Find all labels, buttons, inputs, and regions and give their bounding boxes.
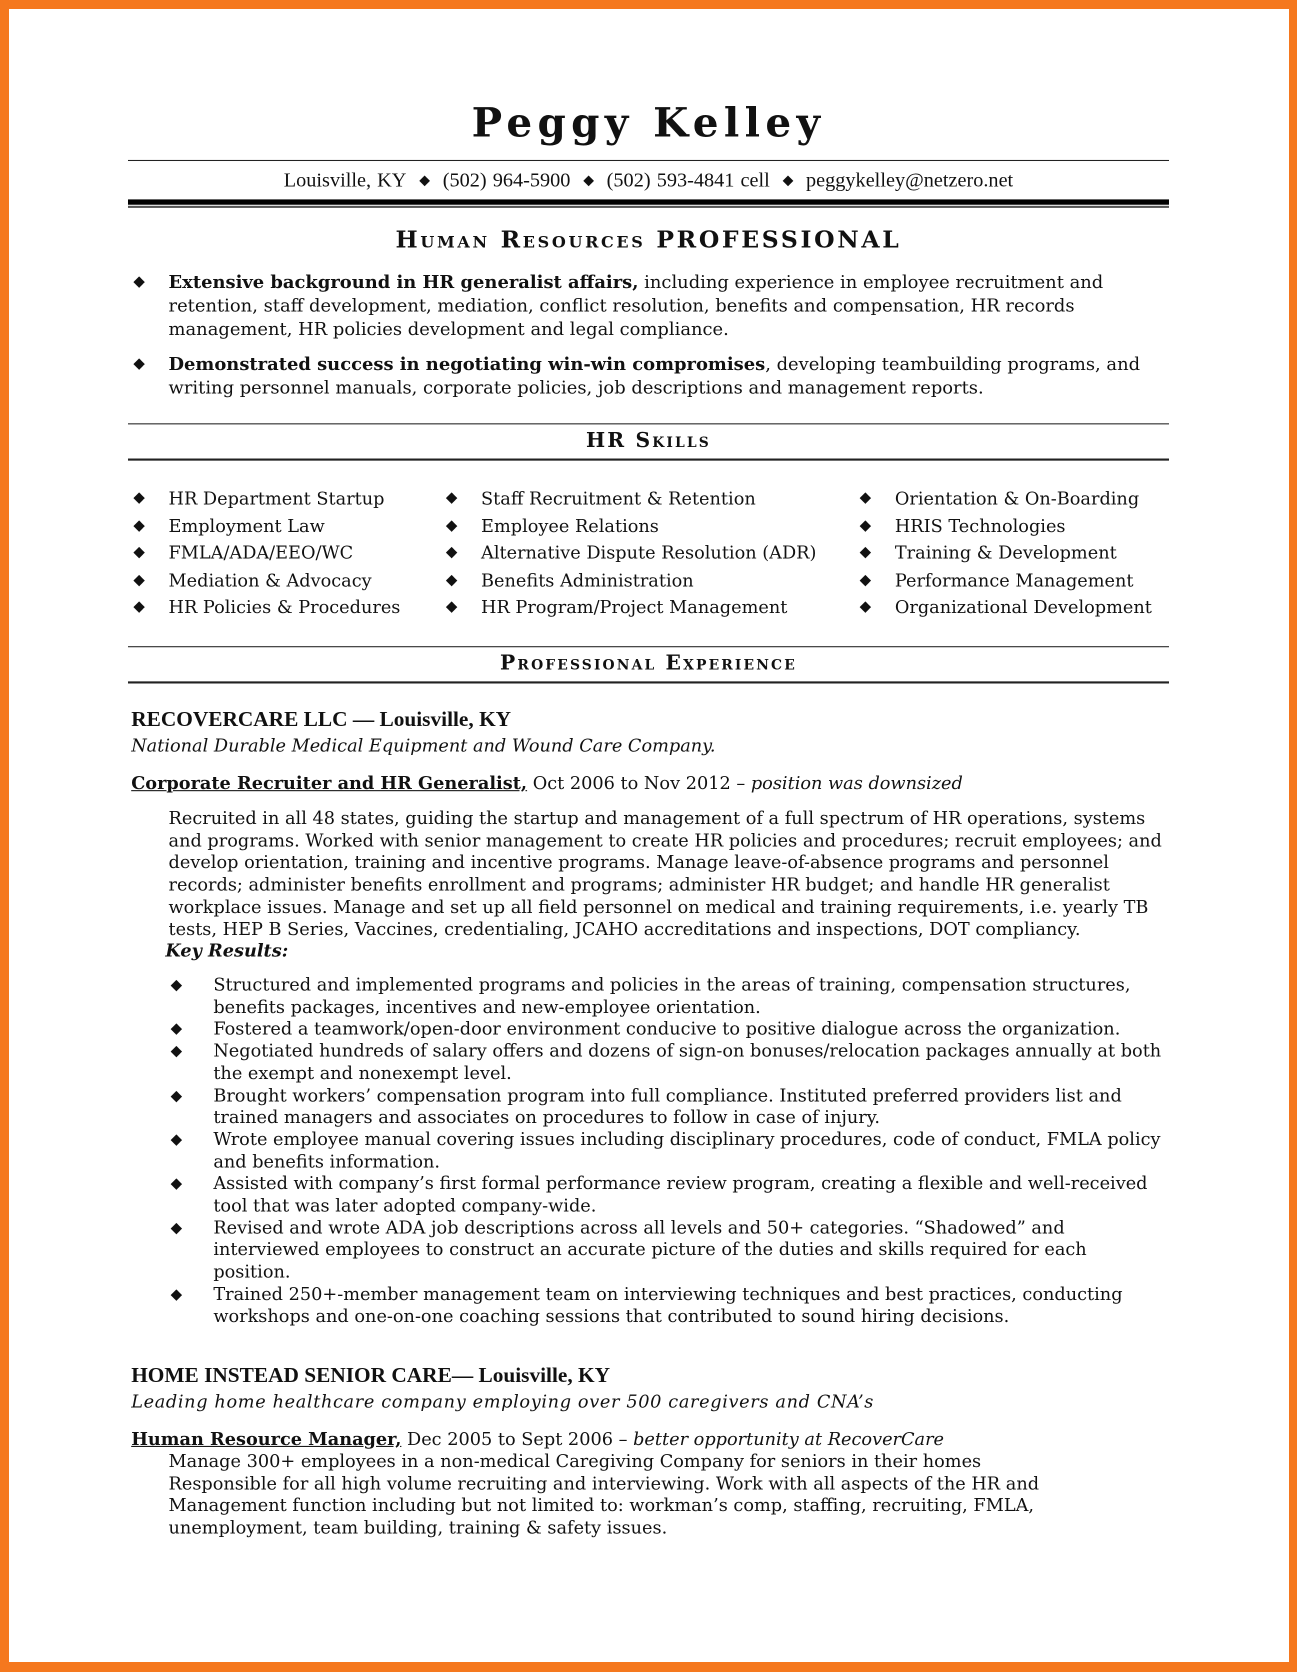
job-summary-line: Responsible for all high volume recruiting and interviewing. Work with all aspects of the HR and Management function including but not limited to: workman’s comp, staffing, recruiting, FMLA, unemployment, team building, training & safety issues.: [168, 1473, 1040, 1538]
diamond-bullet-icon: ◆: [170, 1285, 183, 1303]
skill-item: [860, 540, 1152, 567]
key-result-item: [171, 1019, 1163, 1041]
diamond-bullet-icon: ◆: [859, 544, 872, 562]
diamond-bullet-icon: ◆: [133, 544, 145, 562]
divider: [128, 681, 1169, 683]
summary-bold: Extensive background in HR generalist affairs,: [168, 270, 639, 293]
summary-list: [133, 270, 1157, 411]
phone: (502) 964-5900: [442, 169, 571, 192]
diamond-bullet-icon: ◆: [133, 355, 145, 373]
summary-bold: Demonstrated success in negotiating win-win compromises: [168, 352, 766, 375]
skill-label: Employee Relations: [481, 515, 659, 536]
key-result-text: Revised and wrote ADA job descriptions across all levels and 50+ categories. “Shadowed” and interviewed employees to construct an accurate picture of the duties and skills required for each position.: [213, 1217, 1087, 1282]
summary-text: , developing teambuilding programs, and writing personnel manuals, corporate policies, job descriptions and management reports.: [168, 352, 1141, 398]
job-title: Corporate Recruiter and HR Generalist,: [131, 772, 528, 794]
key-result-text: Brought workers’ compensation program into full compliance. Instituted preferred providers list and trained managers and associates on procedures to follow in case of injury.: [213, 1084, 1122, 1128]
skill-label: Training & Development: [894, 542, 1117, 564]
diamond-icon: ◆: [583, 171, 594, 188]
skill-label: Orientation & On-Boarding: [894, 488, 1140, 509]
divider: [128, 423, 1169, 424]
skill-item: [133, 485, 446, 512]
skill-item: [133, 567, 446, 594]
skill-item: [446, 540, 860, 567]
key-result-item: [171, 1217, 1163, 1283]
skill-label: HR Policies & Procedures: [168, 597, 401, 618]
divider: [128, 646, 1169, 647]
diamond-bullet-icon: ◆: [170, 1020, 183, 1038]
key-result-item: [171, 1085, 1163, 1129]
diamond-bullet-icon: ◆: [445, 598, 458, 616]
job-summary-line: Manage 300+ employees in a non-medical Caregiving Company for seniors in their homes: [168, 1451, 982, 1472]
key-result-item: [171, 1129, 1163, 1173]
headline: Human Resources PROFESSIONAL: [395, 226, 902, 254]
divider: [128, 160, 1169, 161]
diamond-bullet-icon: ◆: [445, 489, 458, 507]
skills-grid: [133, 485, 1178, 621]
skills-column: [446, 485, 860, 621]
company-description: National Durable Medical Equipment and Wound Care Company.: [131, 735, 716, 757]
skill-label: Employment Law: [168, 515, 325, 536]
skill-label: Performance Management: [894, 570, 1134, 591]
diamond-bullet-icon: ◆: [445, 544, 458, 562]
contact-line: [0, 170, 1297, 193]
diamond-bullet-icon: ◆: [170, 1042, 183, 1061]
diamond-bullet-icon: ◆: [170, 976, 183, 994]
skill-label: Organizational Development: [894, 597, 1152, 618]
job-dates: Dec 2005 to Sept 2006 –: [401, 1428, 634, 1450]
skill-label: Alternative Dispute Resolution (ADR): [481, 542, 817, 564]
job-note: position was downsized: [750, 773, 963, 794]
diamond-bullet-icon: ◆: [133, 571, 145, 589]
summary-item: [133, 270, 1157, 340]
skill-item: [860, 594, 1152, 621]
divider: [128, 206, 1169, 208]
thick-divider: [128, 199, 1169, 204]
job-dates: Oct 2006 to Nov 2012 –: [527, 773, 751, 794]
diamond-bullet-icon: ◆: [170, 1131, 183, 1149]
diamond-bullet-icon: ◆: [170, 1175, 183, 1193]
skill-label: HRIS Technologies: [894, 515, 1066, 536]
key-results-label: Key Results:: [165, 939, 289, 961]
job-title-line: [131, 1428, 944, 1449]
diamond-bullet-icon: ◆: [133, 272, 145, 291]
key-result-text: Trained 250+-member management team on interviewing techniques and best practices, conducting workshops and one-on-one coaching sessions that contributed to sound hiring decisions.: [213, 1283, 1123, 1326]
diamond-bullet-icon: ◆: [133, 516, 145, 534]
diamond-bullet-icon: ◆: [859, 489, 872, 507]
skills-column: [133, 485, 446, 621]
skill-label: Staff Recruitment & Retention: [481, 488, 756, 509]
skill-item: [133, 512, 446, 539]
skill-label: Benefits Administration: [481, 570, 694, 591]
email[interactable]: peggykelley@netzero.net: [806, 169, 1014, 192]
job-title-line: [131, 772, 963, 793]
key-results-list: [171, 975, 1163, 1328]
company-description: Leading home healthcare company employing over 500 caregivers and CNA’s: [131, 1391, 874, 1412]
divider: [128, 459, 1169, 461]
diamond-bullet-icon: ◆: [859, 571, 872, 589]
key-result-text: Structured and implemented programs and policies in the areas of training, compensation structures, benefits packages, incentives and new-employee orientation.: [213, 974, 1131, 1017]
skill-item: [860, 485, 1152, 512]
skill-item: [860, 512, 1152, 539]
diamond-bullet-icon: ◆: [445, 516, 458, 534]
diamond-bullet-icon: ◆: [133, 598, 145, 616]
skill-item: [446, 485, 860, 512]
city: Louisville, KY: [283, 169, 407, 192]
summary-text: including experience in employee recruitment and retention, staff development, mediation, conflict resolution, benefits and compensation, HR records management, HR policies development and legal compliance.: [168, 270, 1104, 340]
job-note: better opportunity at RecoverCare: [633, 1428, 945, 1450]
diamond-bullet-icon: ◆: [859, 516, 872, 534]
skills-heading: HR Skills: [586, 428, 711, 453]
job-summary: Recruited in all 48 states, guiding the startup and management of a full spectrum of HR operations, systems and programs. Worked with senior management to create HR policies and procedures; recruit employees; and develop orientation, training and incentive programs. Manage leave-of-absence programs and personnel records; administer benefits enrollment and programs; administer HR budget; and handle HR generalist workplace issues. Manage and set up all field personnel on medical and training requirements, i.e. yearly TB tests, HEP B Series, Vaccines, credentialing, JCAHO accreditations and inspections, DOT compliancy.: [168, 808, 1162, 939]
diamond-icon: ◆: [419, 171, 430, 188]
skill-item: [446, 594, 860, 621]
summary-item: [133, 352, 1157, 399]
key-result-item: [171, 1041, 1163, 1085]
diamond-bullet-icon: ◆: [133, 489, 145, 507]
key-result-item: [171, 1284, 1163, 1328]
key-result-text: Assisted with company’s first formal performance review program, creating a flexible and well-received tool that was later adopted company-wide.: [213, 1173, 1148, 1216]
job-summary: [169, 1451, 1076, 1539]
key-result-item: [171, 975, 1163, 1019]
experience-heading: Professional Experience: [500, 651, 797, 675]
skill-item: [133, 594, 446, 621]
skill-item: [446, 512, 860, 539]
diamond-bullet-icon: ◆: [170, 1219, 183, 1237]
candidate-name: Peggy Kelley: [471, 98, 826, 147]
skill-item: [446, 567, 860, 594]
key-result-text: Fostered a teamwork/open-door environment conducive to positive dialogue across the organization.: [213, 1018, 1121, 1040]
skill-label: FMLA/ADA/EEO/WC: [168, 542, 354, 564]
diamond-icon: ◆: [782, 171, 794, 188]
skill-item: [133, 540, 446, 567]
diamond-bullet-icon: ◆: [859, 598, 872, 616]
key-result-text: Wrote employee manual covering issues including disciplinary procedures, code of conduct, FMLA policy and benefits information.: [213, 1129, 1161, 1172]
cell-phone: (502) 593-4841 cell: [606, 169, 770, 192]
diamond-bullet-icon: ◆: [170, 1087, 183, 1105]
skill-label: HR Department Startup: [168, 488, 385, 509]
key-result-text: Negotiated hundreds of salary offers and dozens of sign-on bonuses/relocation packages annually at both the exempt and nonexempt level.: [213, 1040, 1162, 1084]
company-name: HOME INSTEAD SENIOR CARE— Louisville, KY: [131, 1363, 611, 1388]
job-title: Human Resource Manager,: [131, 1427, 402, 1450]
skill-label: Mediation & Advocacy: [168, 570, 372, 591]
skill-label: HR Program/Project Management: [481, 597, 788, 618]
company-name: RECOVERCARE LLC — Louisville, KY: [131, 708, 512, 732]
skills-column: [860, 485, 1152, 621]
skill-item: [860, 567, 1152, 594]
diamond-bullet-icon: ◆: [445, 571, 458, 589]
key-result-item: [171, 1173, 1163, 1217]
